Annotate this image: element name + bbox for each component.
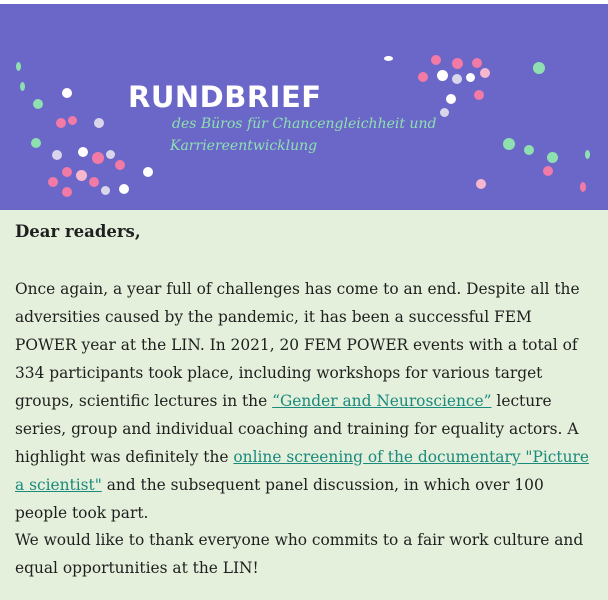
paragraph-text: and the subsequent panel discussion, in which over 100 people took part.	[15, 476, 544, 522]
confetti-dot	[119, 184, 129, 194]
thanks-paragraph: We would like to thank everyone who commits to a fair work culture and equal opportunities at the LIN!	[15, 531, 584, 577]
confetti-dot	[52, 150, 62, 160]
confetti-dot	[78, 147, 88, 157]
confetti-dot	[62, 88, 72, 98]
confetti-dot	[76, 170, 87, 181]
gender-neuroscience-link[interactable]: “Gender and Neuroscience”	[272, 392, 492, 410]
confetti-dot	[56, 118, 66, 128]
confetti-dot	[33, 99, 43, 109]
confetti-dot	[20, 82, 25, 91]
picture-a-scientist-link[interactable]: online screening of the documentary "Picture a scientist"	[15, 448, 589, 494]
confetti-dot	[48, 177, 58, 187]
confetti-dot	[143, 167, 153, 177]
confetti-dot	[115, 160, 125, 170]
intro-paragraph	[15, 275, 595, 527]
confetti-dot	[62, 187, 72, 197]
confetti-dot	[503, 138, 515, 150]
confetti-dot	[476, 179, 486, 189]
confetti-dot	[533, 62, 545, 74]
confetti-dot	[94, 118, 104, 128]
newsletter-body	[0, 210, 608, 600]
confetti-dot	[89, 177, 99, 187]
confetti-dot	[92, 152, 104, 164]
confetti-dot	[472, 58, 482, 68]
banner-title: RUNDBRIEF	[128, 80, 322, 114]
confetti-dot	[543, 166, 553, 176]
confetti-dot	[480, 68, 490, 78]
confetti-dot	[101, 186, 110, 195]
confetti-dot	[585, 150, 590, 159]
confetti-dot	[431, 55, 441, 65]
banner-subtitle-line1: des Büros für Chancengleichheit und	[172, 116, 437, 132]
newsletter-banner	[0, 0, 608, 210]
confetti-dot	[437, 70, 448, 81]
confetti-dot	[68, 116, 77, 125]
confetti-dot	[418, 72, 428, 82]
confetti-dot	[452, 58, 463, 69]
confetti-dot	[474, 90, 484, 100]
confetti-dot	[384, 56, 393, 61]
confetti-dot	[524, 145, 534, 155]
paragraph-text: Once again, a year full of challenges has come to an end. Despite all the adversities caused by the pandemic, it has been a successful FEM POWER year at the LIN. In 2021, 20 FEM POWER events with a total of 334 participants took place, including workshops for various target groups, scientific lectures in the	[15, 280, 580, 410]
greeting-heading: Dear readers,	[15, 222, 141, 241]
confetti-dot	[547, 152, 558, 163]
confetti-dot	[106, 150, 115, 159]
confetti-dot	[62, 167, 72, 177]
paragraph-text: lecture series, group and individual coaching and training for equality actors. A highlight was definitely the	[15, 392, 579, 466]
confetti-dot	[580, 182, 586, 192]
confetti-dot	[452, 74, 462, 84]
banner-subtitle	[172, 113, 502, 157]
confetti-dot	[466, 73, 475, 82]
confetti-dot	[446, 94, 456, 104]
confetti-dot	[16, 62, 21, 71]
confetti-dot	[31, 138, 41, 148]
banner-subtitle-line2: Karriereentwicklung	[170, 138, 318, 154]
banner-top-strip	[0, 0, 608, 4]
